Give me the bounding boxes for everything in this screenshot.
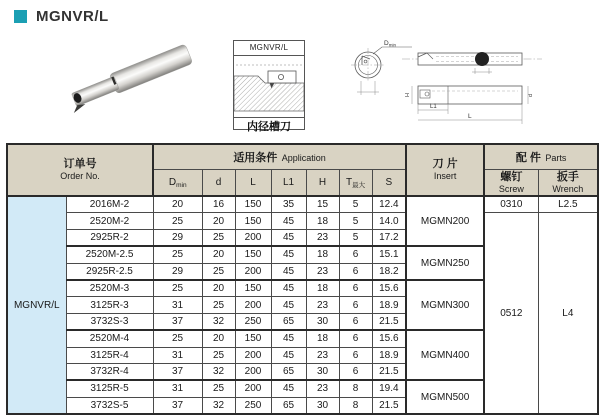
value-cell-h: 18 [306,246,339,263]
value-cell-dmin: 31 [153,347,202,363]
value-cell-t: 6 [339,263,372,280]
col-header-wrench: 扳手 Wrench [538,170,598,197]
insert-cell: MGMN500 [406,380,484,414]
order-no-cell: 2016M-2 [66,196,153,213]
diagram-box-caption: 内径槽刀 [234,117,304,136]
value-cell-h: 23 [306,263,339,280]
product-photo [52,38,234,134]
col-header-insert: 刀 片 Insert [406,144,484,196]
value-cell-h: 23 [306,347,339,363]
col-header-l: L [235,170,271,197]
order-no-cell: 2520M-3 [66,280,153,297]
order-no-cell: 3732R-4 [66,363,153,380]
value-cell-d: 20 [202,213,235,229]
col-header-order-no: 订单号 Order No. [7,144,153,196]
value-cell-l1: 45 [271,213,306,229]
value-cell-h: 30 [306,397,339,414]
grooving-tool [65,44,193,113]
value-cell-l1: 45 [271,347,306,363]
value-cell-h: 23 [306,229,339,246]
value-cell-s: 17.2 [372,229,406,246]
value-cell-dmin: 29 [153,263,202,280]
value-cell-l: 200 [235,229,271,246]
insert-cell: MGMN400 [406,330,484,380]
order-no-cell: 2520M-4 [66,330,153,347]
table-header-row-1 [7,144,598,170]
value-cell-t: 6 [339,297,372,313]
value-cell-l1: 65 [271,397,306,414]
value-cell-l: 150 [235,330,271,347]
tool-outline [268,71,296,83]
value-cell-d: 25 [202,263,235,280]
order-no-cell: 2925R-2 [66,229,153,246]
value-cell-d: 16 [202,196,235,213]
value-cell-l: 150 [235,213,271,229]
value-cell-t: 6 [339,313,372,330]
value-cell-s: 19.4 [372,380,406,397]
value-cell-d: 32 [202,397,235,414]
value-cell-l: 200 [235,347,271,363]
value-cell-dmin: 25 [153,213,202,229]
value-cell-t: 8 [339,397,372,414]
value-cell-d: 25 [202,229,235,246]
product-table [6,143,599,415]
value-cell-h: 18 [306,280,339,297]
value-cell-l: 250 [235,313,271,330]
svg-text:L1: L1 [430,104,437,110]
diagram-box-title: MGNVR/L [234,41,304,56]
svg-text:Dmin: $D_{min}$ [384,40,396,48]
application-diagram-box [233,40,305,133]
value-cell-l: 200 [235,380,271,397]
top-side-view [402,52,542,74]
order-no-cell: 3732S-3 [66,313,153,330]
svg-text:L: L [468,113,472,120]
value-cell-dmin: 37 [153,397,202,414]
svg-text:H: H [405,93,411,97]
value-cell-h: 23 [306,297,339,313]
clamp-screw-dot [475,52,489,66]
col-header-application: 适用条件 Application [153,144,406,170]
value-cell-d: 20 [202,280,235,297]
value-cell-l1: 45 [271,280,306,297]
col-header-l1: L1 [271,170,306,197]
table-row [7,213,598,229]
value-cell-d: 32 [202,313,235,330]
value-cell-h: 30 [306,313,339,330]
value-cell-d: 20 [202,330,235,347]
end-view [351,48,385,95]
value-cell-t: 5 [339,229,372,246]
value-cell-h: 30 [306,363,339,380]
value-cell-dmin: 25 [153,280,202,297]
value-cell-dmin: 25 [153,246,202,263]
value-cell-dmin: 31 [153,297,202,313]
value-cell-t: 6 [339,280,372,297]
col-header-s: S [372,170,406,197]
value-cell-l1: 45 [271,246,306,263]
order-no-cell: 3125R-5 [66,380,153,397]
value-cell-d: 25 [202,380,235,397]
value-cell-l: 150 [235,280,271,297]
value-cell-s: 12.4 [372,196,406,213]
value-cell-d: 20 [202,246,235,263]
col-header-screw: 螺钉 Screw [484,170,538,197]
col-header-dmin: $D_{min}$ [153,170,202,197]
screw-cell: 0310 [484,196,538,213]
value-cell-dmin: 31 [153,380,202,397]
value-cell-l1: 45 [271,297,306,313]
value-cell-s: 18.2 [372,263,406,280]
value-cell-l1: 45 [271,380,306,397]
order-no-cell: 3125R-4 [66,347,153,363]
value-cell-t: 8 [339,380,372,397]
value-cell-h: 23 [306,380,339,397]
value-cell-s: 18.9 [372,297,406,313]
value-cell-s: 15.6 [372,280,406,297]
page-title: MGNVR/L [36,8,109,25]
value-cell-dmin: 37 [153,363,202,380]
value-cell-d: 25 [202,347,235,363]
wrench-cell: L2.5 [538,196,598,213]
svg-text:d: d [528,93,534,97]
value-cell-t: 6 [339,330,372,347]
value-cell-l1: 65 [271,363,306,380]
value-cell-l: 200 [235,297,271,313]
table-head [7,144,598,196]
value-cell-s: 15.1 [372,246,406,263]
teal-square-icon [14,10,27,23]
tool-shank [109,44,193,94]
value-cell-l: 200 [235,263,271,280]
value-cell-t: 5 [339,196,372,213]
order-no-cell: 2520M-2 [66,213,153,229]
value-cell-d: 25 [202,297,235,313]
value-cell-l1: 65 [271,313,306,330]
value-cell-h: 18 [306,330,339,347]
insert-cell: MGMN200 [406,196,484,246]
table-row [7,196,598,213]
value-cell-l1: 45 [271,229,306,246]
value-cell-dmin: 25 [153,330,202,347]
insert-cell: MGMN250 [406,246,484,280]
col-header-tmax: $T_{最大}$ [339,170,372,197]
screw-cell: 0512 [484,213,538,414]
value-cell-l1: 45 [271,263,306,280]
value-cell-l1: 35 [271,196,306,213]
col-header-parts: 配 件 Parts [484,144,598,170]
insert-cell: MGMN300 [406,280,484,330]
value-cell-s: 14.0 [372,213,406,229]
value-cell-dmin: 29 [153,229,202,246]
value-cell-l: 250 [235,397,271,414]
value-cell-t: 6 [339,246,372,263]
value-cell-s: 21.5 [372,363,406,380]
value-cell-dmin: 20 [153,196,202,213]
order-no-cell: 2520M-2.5 [66,246,153,263]
series-cell: MGNVR/L [7,196,66,414]
value-cell-t: 6 [339,347,372,363]
table-body [7,196,598,414]
dimension-drawing [306,2,600,138]
dmin-dimension [373,40,412,54]
value-cell-s: 21.5 [372,313,406,330]
value-cell-dmin: 37 [153,313,202,330]
value-cell-l: 200 [235,363,271,380]
value-cell-t: 6 [339,363,372,380]
value-cell-l1: 45 [271,330,306,347]
order-no-cell: 3125R-3 [66,297,153,313]
value-cell-h: 15 [306,196,339,213]
value-cell-s: 18.9 [372,347,406,363]
page-header [14,8,109,25]
order-no-cell: 2925R-2.5 [66,263,153,280]
value-cell-l: 150 [235,246,271,263]
value-cell-l: 150 [235,196,271,213]
value-cell-s: 21.5 [372,397,406,414]
section-diagram [234,56,304,112]
col-header-h: H [306,170,339,197]
value-cell-s: 15.6 [372,330,406,347]
bottom-side-view [405,86,534,124]
col-header-d: d [202,170,235,197]
wrench-cell: L4 [538,213,598,414]
order-no-cell: 3732S-5 [66,397,153,414]
value-cell-d: 32 [202,363,235,380]
value-cell-h: 18 [306,213,339,229]
value-cell-t: 5 [339,213,372,229]
